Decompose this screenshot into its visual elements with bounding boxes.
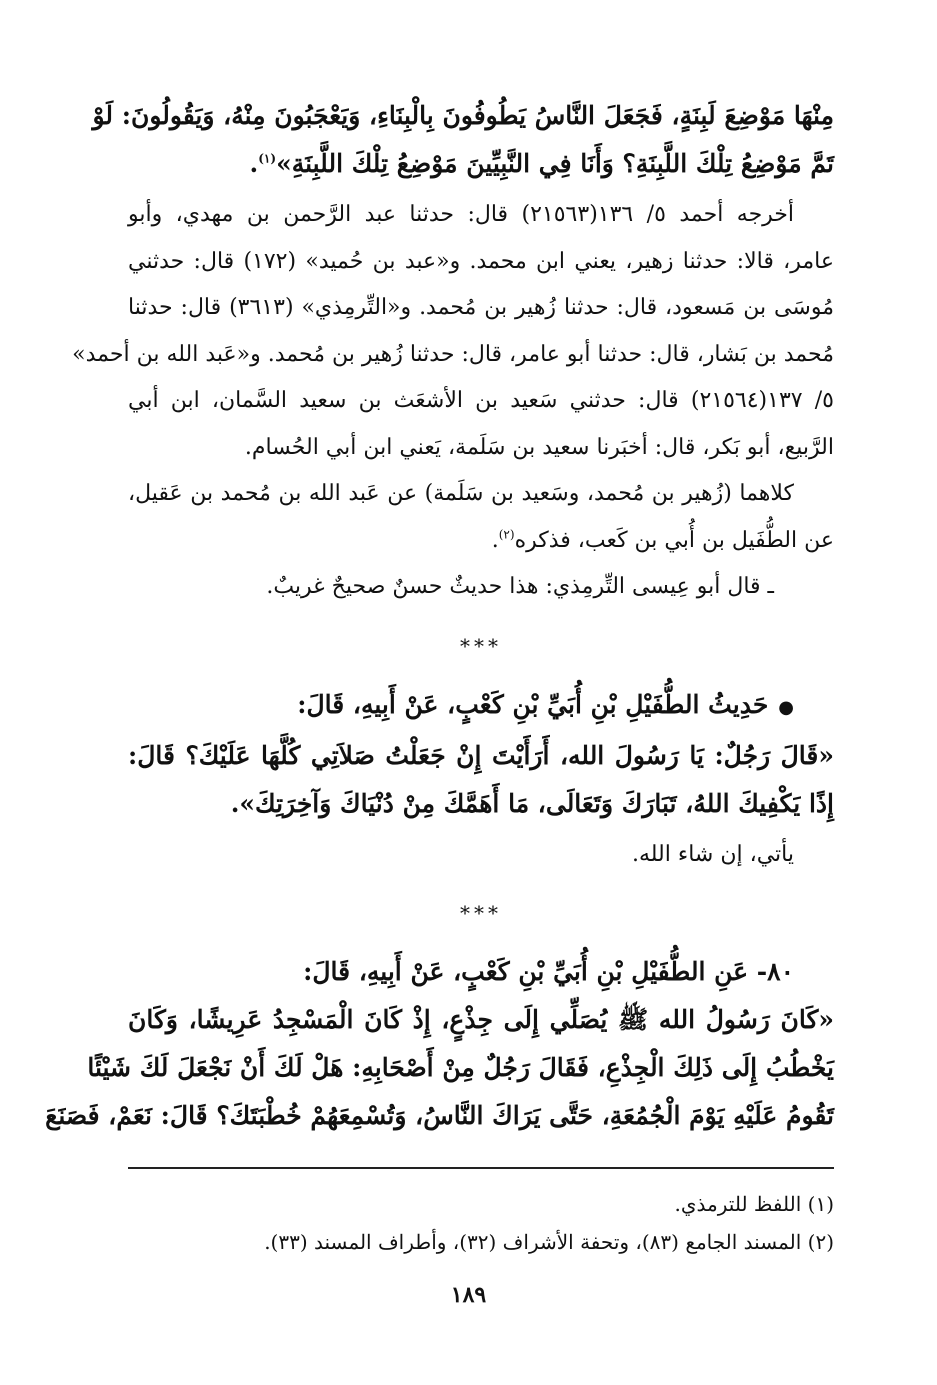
section-heading: ●حَدِيثُ الطُّفَيْلِ بْنِ أُبَيِّ بْنِ كَعْبٍ، عَنْ أَبِيهِ، قَالَ: — [297, 689, 794, 719]
section-separator: *** — [460, 633, 502, 658]
tirmidhi-verdict: ـ قال أبو عِيسى التِّرمِذي: هذا حديثٌ حسنٌ صحيحٌ غريبٌ. — [266, 574, 774, 599]
chain-line: عن الطُّفَيل بن أُبي بن كَعب، فذكره$^{(٢)}$. — [491, 527, 834, 553]
chain-line: كلاهما (زُهير بن مُحمد، وسَعيد بن سَلَمة) عن عَبد الله بن مُحمد بن عَقيل، — [128, 481, 794, 506]
hadith-line: تَقُومُ عَلَيْهِ يَوْمَ الْجُمُعَةِ، حَتَّى يَرَاكَ النَّاسُ، وَتُسْمِعَهُمْ خُطْبَتَكَ؟ قَالَ: نَعَمْ، فَصَنَعَ — [45, 1100, 834, 1130]
hadith-line: إِذًا يَكْفِيكَ اللهُ، تَبَارَكَ وَتَعَالَى، مَا أَهَمَّكَ مِنْ دُنْيَاكَ وَآخِرَتِكَ». — [230, 788, 834, 818]
footnote-1: (١) اللفظ للترمذي. — [674, 1192, 834, 1216]
takhrij-line: أخرجه أحمد ٥/ ١٣٦(٢١٥٦٣) قال: حدثنا عبد الرَّحمن بن مهدي، وأبو — [128, 202, 795, 227]
footnote-ref[interactable]: (١) — [258, 151, 277, 166]
hadith-line: تَمَّ مَوْضِعُ تِلْكَ اللَّبِنَةِ؟ وَأَنَا فِي النَّبِيِّينَ مَوْضِعُ تِلْكَ اللَّبِنَةِ»$^{(١)}$. — [249, 149, 834, 178]
cross-reference-note: يأتي، إن شاء الله. — [631, 841, 794, 867]
section-separator: *** — [460, 900, 502, 925]
takhrij-line: مُحمد بن بَشار، قال: حدثنا أبو عامر، قال: حدثنا زُهير بن مُحمد. و«عَبد الله بن أحمد» — [72, 341, 834, 367]
hadith-line: يَخْطُبُ إِلَى ذَلِكَ الْجِذْعِ، فَقَالَ رَجُلٌ مِنْ أَصْحَابِهِ: هَلْ لَكَ أَنْ نَجْعَلَ لَكَ شَيْئًا — [87, 1052, 834, 1082]
page-body — [45, 92, 834, 1352]
hadith-number-heading: ٨٠- عَنِ الطُّفَيْلِ بْنِ أُبَيِّ بْنِ كَعْبٍ، عَنْ أَبِيهِ، قَالَ: — [303, 956, 794, 986]
takhrij-line: ٥/ ١٣٧(٢١٥٦٤) قال: حدثني سَعيد بن الأشعَث بن سعيد السَّمان، ابن أبي — [128, 388, 834, 413]
chain-paragraph — [128, 471, 834, 564]
hadith-line: «قَالَ رَجُلٌ: يَا رَسُولَ الله، أَرَأَيْتَ إِنْ جَعَلْتُ صَلاَتِي كُلَّهَا عَلَيْكَ؟ قَالَ: — [128, 740, 834, 770]
takhrij-line: الرَّبيع، أبو بَكر، قال: أخبَرنا سعيد بن سَلَمة، يَعني ابن أبي الحُسام. — [244, 434, 834, 460]
hadith-line: مِنْهَا مَوْضِعَ لَبِنَةٍ، فَجَعَلَ النَّاسُ يَطُوفُونَ بِالْبِنَاءِ، وَيَعْجَبُونَ مِنْهُ، وَيَقُولُونَ: لَوْ — [92, 101, 834, 130]
takhrij-paragraph — [72, 192, 834, 471]
bullet-icon: ● — [778, 696, 794, 718]
page-number: ١٨٩ — [450, 1282, 487, 1308]
footnotes — [128, 1185, 834, 1261]
hadith-line: «كَانَ رَسُولُ الله ﷺ يُصَلِّي إِلَى جِذْعٍ، إِذْ كَانَ الْمَسْجِدُ عَرِيشًا، وَكَانَ — [128, 1004, 834, 1034]
footnote-ref[interactable]: (٢) — [498, 527, 515, 542]
footnote-divider — [128, 1167, 834, 1169]
takhrij-line: عامر، قالا: حدثنا زهير، يعني ابن محمد. و«عبد بن حُميد» (١٧٢) قال: حدثني — [128, 248, 834, 274]
footnote-2: (٢) المسند الجامع (٨٣)، وتحفة الأشراف (٣٢)، وأطراف المسند (٣٣). — [264, 1230, 834, 1254]
takhrij-line: مُوسَى بن مَسعود، قال: حدثنا زُهير بن مُحمد. و«التِّرمِذي» (٣٦١٣) قال: حدثنا — [128, 295, 834, 320]
